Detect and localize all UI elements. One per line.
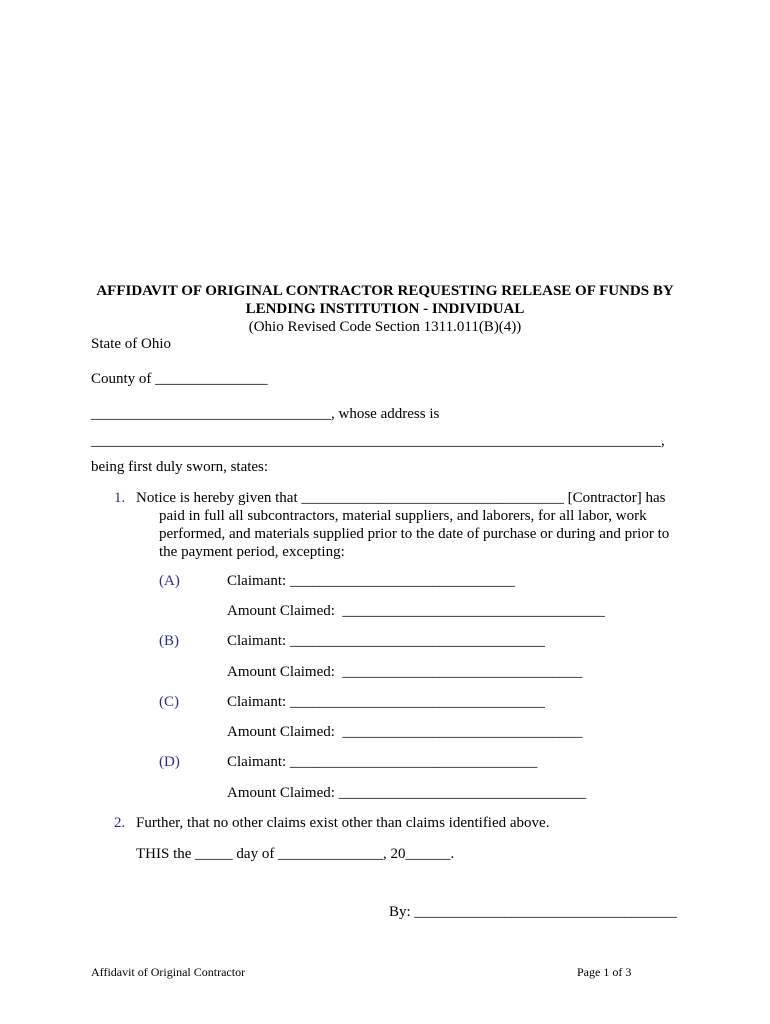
footer-title: Affidavit of Original Contractor [91, 965, 246, 979]
county-line: County of _______________ [91, 371, 268, 387]
claim-d-amount: Amount Claimed: _________________________________ [227, 785, 587, 801]
title-line-2: LENDING INSTITUTION - INDIVIDUAL [245, 301, 525, 317]
claim-c-amount: Amount Claimed: ________________________________ [227, 724, 583, 740]
item-1-line-3: performed, and materials supplied prior to the date of purchase or during and prior to [159, 526, 670, 542]
item-1-line-4: the payment period, excepting: [159, 544, 345, 560]
claim-c-letter: (C) [159, 694, 179, 710]
item-1-line-1: Notice is hereby given that ___________________________________ [Contractor] has [136, 490, 666, 506]
claim-a-letter: (A) [159, 573, 180, 589]
subtitle: (Ohio Revised Code Section 1311.011(B)(4)) [248, 319, 522, 335]
address-line: ____________________________________________________________________________, [91, 433, 665, 449]
date-line: THIS the _____ day of ______________, 20______. [136, 846, 455, 862]
title-line-1: AFFIDAVIT OF ORIGINAL CONTRACTOR REQUESTING RELEASE OF FUNDS BY [96, 283, 674, 299]
claim-b-amount: Amount Claimed: ________________________________ [227, 664, 583, 680]
affiant-line: ________________________________, whose address is [91, 406, 440, 422]
sworn-line: being first duly sworn, states: [91, 459, 269, 475]
claim-a-claimant: Claimant: ______________________________ [227, 573, 515, 589]
item-1-line-2: paid in full all subcontractors, material suppliers, and laborers, for all labor, work [159, 508, 647, 524]
signature-line: By: ___________________________________ [389, 904, 677, 920]
claim-b-letter: (B) [159, 633, 179, 649]
claim-b-claimant: Claimant: __________________________________ [227, 633, 545, 649]
footer-page-number: Page 1 of 3 [577, 965, 632, 979]
state-line: State of Ohio [91, 336, 171, 352]
item-2-number: 2. [114, 815, 126, 831]
item-2-text: Further, that no other claims exist other than claims identified above. [136, 815, 550, 831]
item-1-number: 1. [114, 490, 126, 506]
claim-c-claimant: Claimant: __________________________________ [227, 694, 545, 710]
claim-d-claimant: Claimant: _________________________________ [227, 754, 538, 770]
claim-d-letter: (D) [159, 754, 180, 770]
claim-a-amount: Amount Claimed: ___________________________________ [227, 603, 605, 619]
